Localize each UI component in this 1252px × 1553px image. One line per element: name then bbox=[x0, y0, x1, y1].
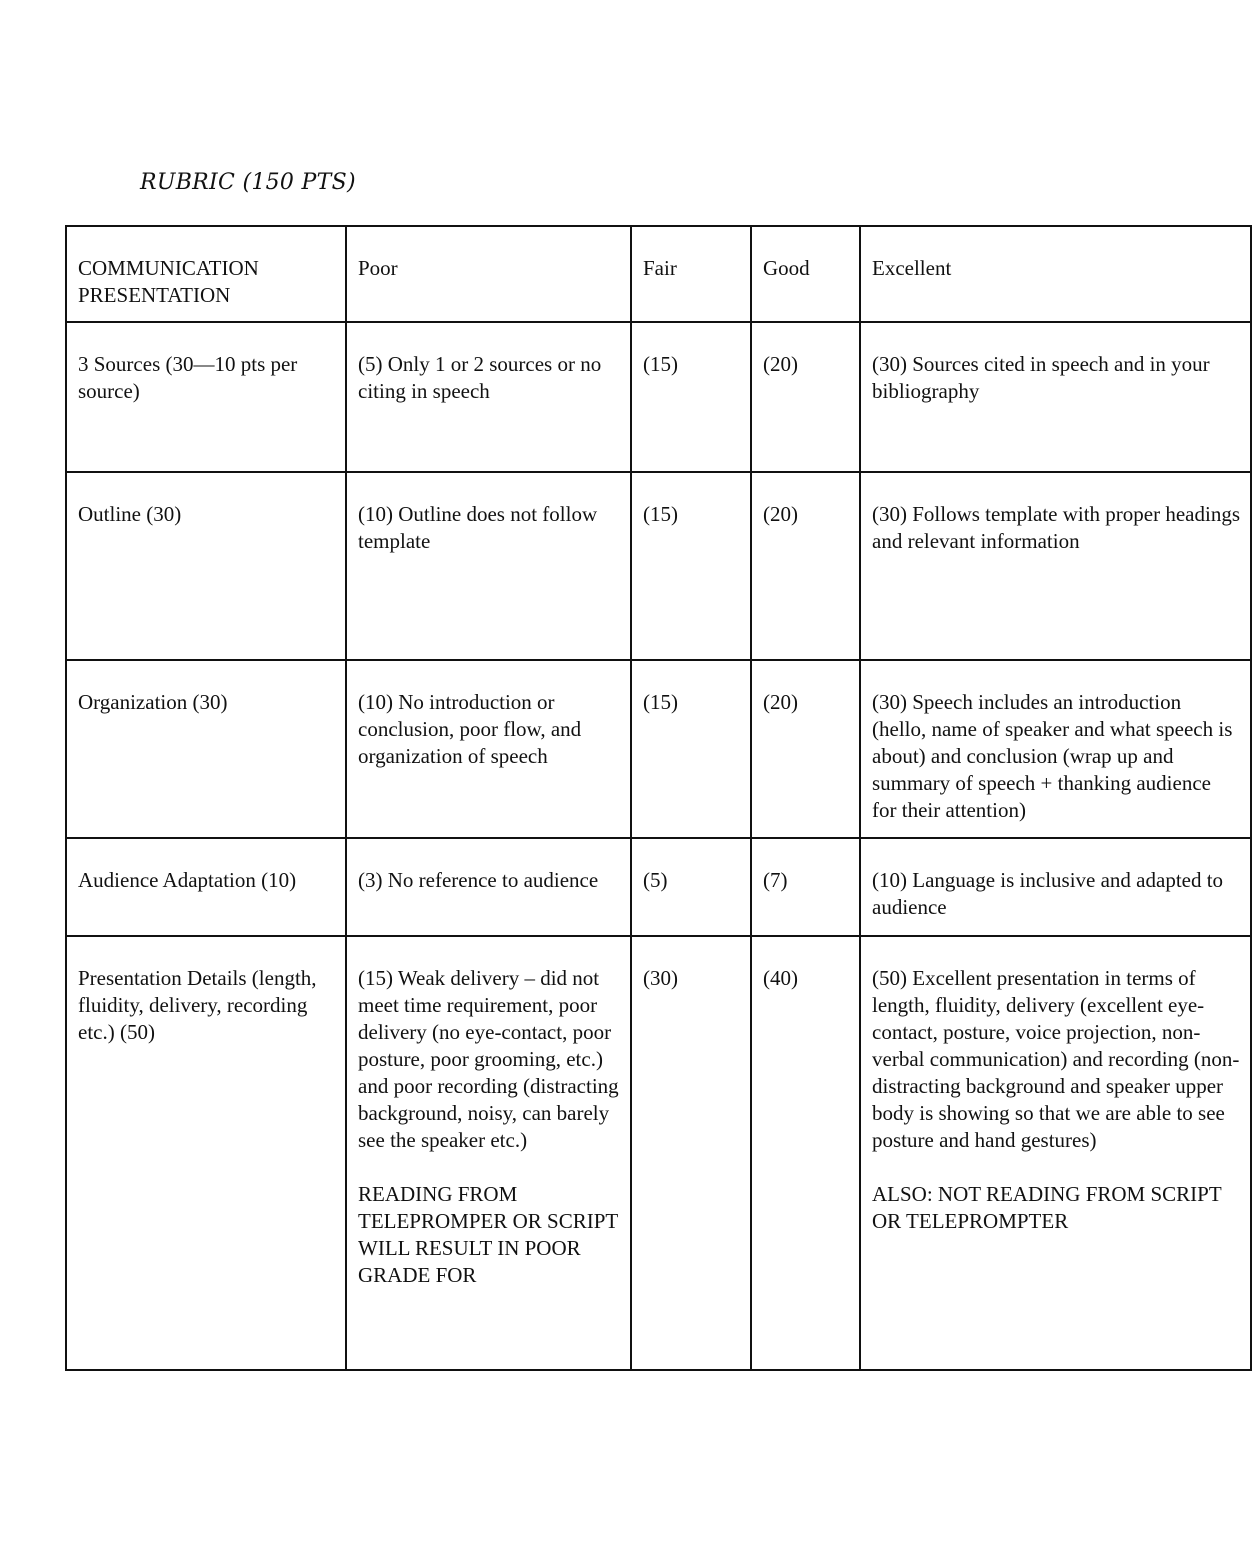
table-row bbox=[66, 838, 1251, 936]
excellent-cell bbox=[860, 936, 1251, 1370]
table-row bbox=[66, 472, 1251, 660]
excellent-description: (50) Excellent presentation in terms of length, fluidity, delivery (excellent eye-contact, posture, voice projection, non-verbal communication) and recording (non-distracting background and speaker upper body is showing so that we are able to see posture and hand gestures) bbox=[872, 966, 1240, 1152]
fair-cell: (15) bbox=[631, 322, 751, 472]
fair-cell: (15) bbox=[631, 660, 751, 838]
table-row bbox=[66, 322, 1251, 472]
rubric-table bbox=[65, 225, 1252, 1371]
good-cell: (20) bbox=[751, 660, 860, 838]
good-cell: (20) bbox=[751, 472, 860, 660]
table-header-row bbox=[66, 226, 1251, 322]
poor-cell bbox=[346, 936, 631, 1370]
header-poor: Poor bbox=[346, 226, 631, 322]
excellent-cell: (30) Speech includes an introduction (hello, name of speaker and what speech is about) and conclusion (wrap up and summary of speech + thanking audience for their attention) bbox=[860, 660, 1251, 838]
page-title: RUBRIC (150 PTS) bbox=[140, 170, 356, 195]
poor-cell: (3) No reference to audience bbox=[346, 838, 631, 936]
header-good: Good bbox=[751, 226, 860, 322]
header-criterion: COMMUNICATION PRESENTATION bbox=[66, 226, 346, 322]
criterion-cell: 3 Sources (30—10 pts per source) bbox=[66, 322, 346, 472]
header-fair: Fair bbox=[631, 226, 751, 322]
poor-cell: (10) Outline does not follow template bbox=[346, 472, 631, 660]
table-row bbox=[66, 936, 1251, 1370]
poor-note: READING FROM TELEPROMPER OR SCRIPT WILL RESULT IN POOR GRADE FOR bbox=[358, 1182, 618, 1287]
poor-cell: (10) No introduction or conclusion, poor flow, and organization of speech bbox=[346, 660, 631, 838]
excellent-note: ALSO: NOT READING FROM SCRIPT OR TELEPROMPTER bbox=[872, 1182, 1222, 1233]
good-cell: (7) bbox=[751, 838, 860, 936]
table-row bbox=[66, 660, 1251, 838]
fair-cell: (30) bbox=[631, 936, 751, 1370]
fair-cell: (5) bbox=[631, 838, 751, 936]
excellent-cell: (30) Sources cited in speech and in your bibliography bbox=[860, 322, 1251, 472]
poor-cell: (5) Only 1 or 2 sources or no citing in speech bbox=[346, 322, 631, 472]
criterion-cell: Organization (30) bbox=[66, 660, 346, 838]
fair-cell: (15) bbox=[631, 472, 751, 660]
criterion-cell: Audience Adaptation (10) bbox=[66, 838, 346, 936]
excellent-cell: (30) Follows template with proper headings and relevant information bbox=[860, 472, 1251, 660]
good-cell: (40) bbox=[751, 936, 860, 1370]
criterion-cell: Presentation Details (length, fluidity, delivery, recording etc.) (50) bbox=[66, 936, 346, 1370]
good-cell: (20) bbox=[751, 322, 860, 472]
criterion-cell: Outline (30) bbox=[66, 472, 346, 660]
poor-description: (15) Weak delivery – did not meet time requirement, poor delivery (no eye-contact, poor posture, poor grooming, etc.) and poor recording (distracting background, noisy, can barely see the speaker etc.) bbox=[358, 966, 619, 1152]
excellent-cell: (10) Language is inclusive and adapted to audience bbox=[860, 838, 1251, 936]
header-excellent: Excellent bbox=[860, 226, 1251, 322]
